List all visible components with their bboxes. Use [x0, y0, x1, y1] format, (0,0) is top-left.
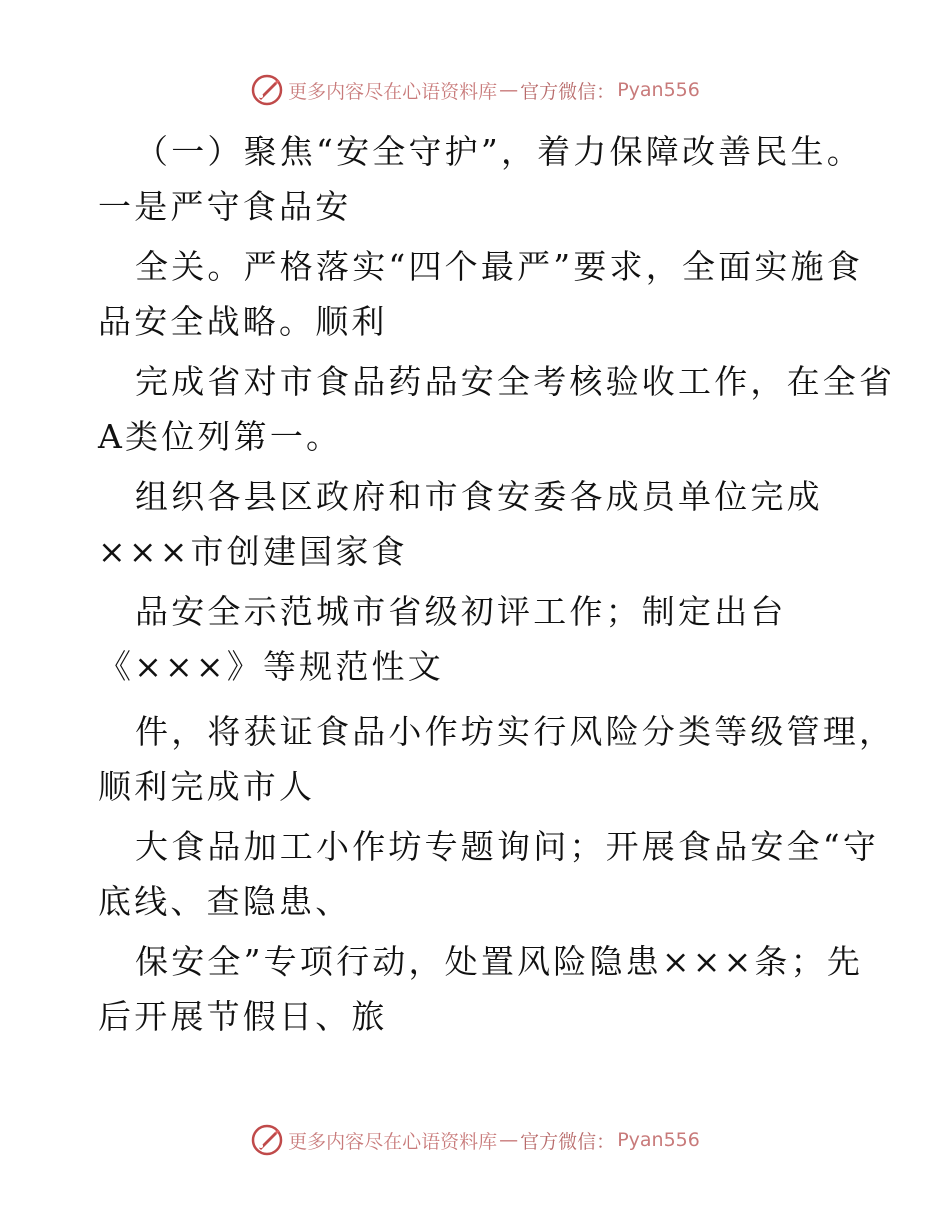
body-line: 保安全”专项行动，处置风险隐患×××条；先: [135, 942, 864, 981]
watermark-text: 更多内容尽在心语资料库: [288, 1130, 498, 1153]
header-watermark: [0, 70, 950, 110]
body-line: 大食品加工小作坊专题询问；开展食品安全“守: [135, 827, 880, 866]
watermark-label: 官方微信：: [520, 80, 616, 103]
body-line: 件，将获证食品小作坊实行风险分类等级管理，: [135, 712, 896, 751]
watermark-text: 更多内容尽在心语资料库: [288, 80, 498, 103]
watermark-account: Pyan556: [617, 79, 700, 101]
body-line: 品安全示范城市省级初评工作；制定出台: [135, 592, 787, 631]
watermark-separator: —: [499, 1129, 519, 1151]
body-line: 品安全战略。顺利: [98, 302, 388, 341]
body-line: 全关。严格落实“四个最严”要求，全面实施食: [135, 247, 863, 286]
body-line: 组织各县区政府和市食安委各成员单位完成: [135, 477, 823, 516]
watermark-label: 官方微信：: [520, 1130, 616, 1153]
body-line: 一是严守食品安: [98, 187, 352, 226]
body-line: 底线、查隐患、: [98, 882, 352, 921]
body-line: ×××市创建国家食: [98, 532, 408, 571]
body-line: （一）聚焦“安全守护”，着力保障改善民生。: [135, 132, 863, 171]
body-line: 后开展节假日、旅: [98, 997, 388, 1036]
body-line: 完成省对市食品药品安全考核验收工作，在全省: [135, 362, 896, 401]
body-line: A类位列第一。: [98, 417, 343, 456]
body-line: 顺利完成市人: [98, 767, 316, 806]
footer-watermark: [0, 1120, 950, 1160]
quill-pen-seal-icon: [250, 1123, 284, 1157]
body-line: 《×××》等规范性文: [98, 647, 444, 686]
watermark-separator: —: [499, 79, 519, 101]
watermark-account: Pyan556: [617, 1129, 700, 1151]
quill-pen-seal-icon: [250, 73, 284, 107]
